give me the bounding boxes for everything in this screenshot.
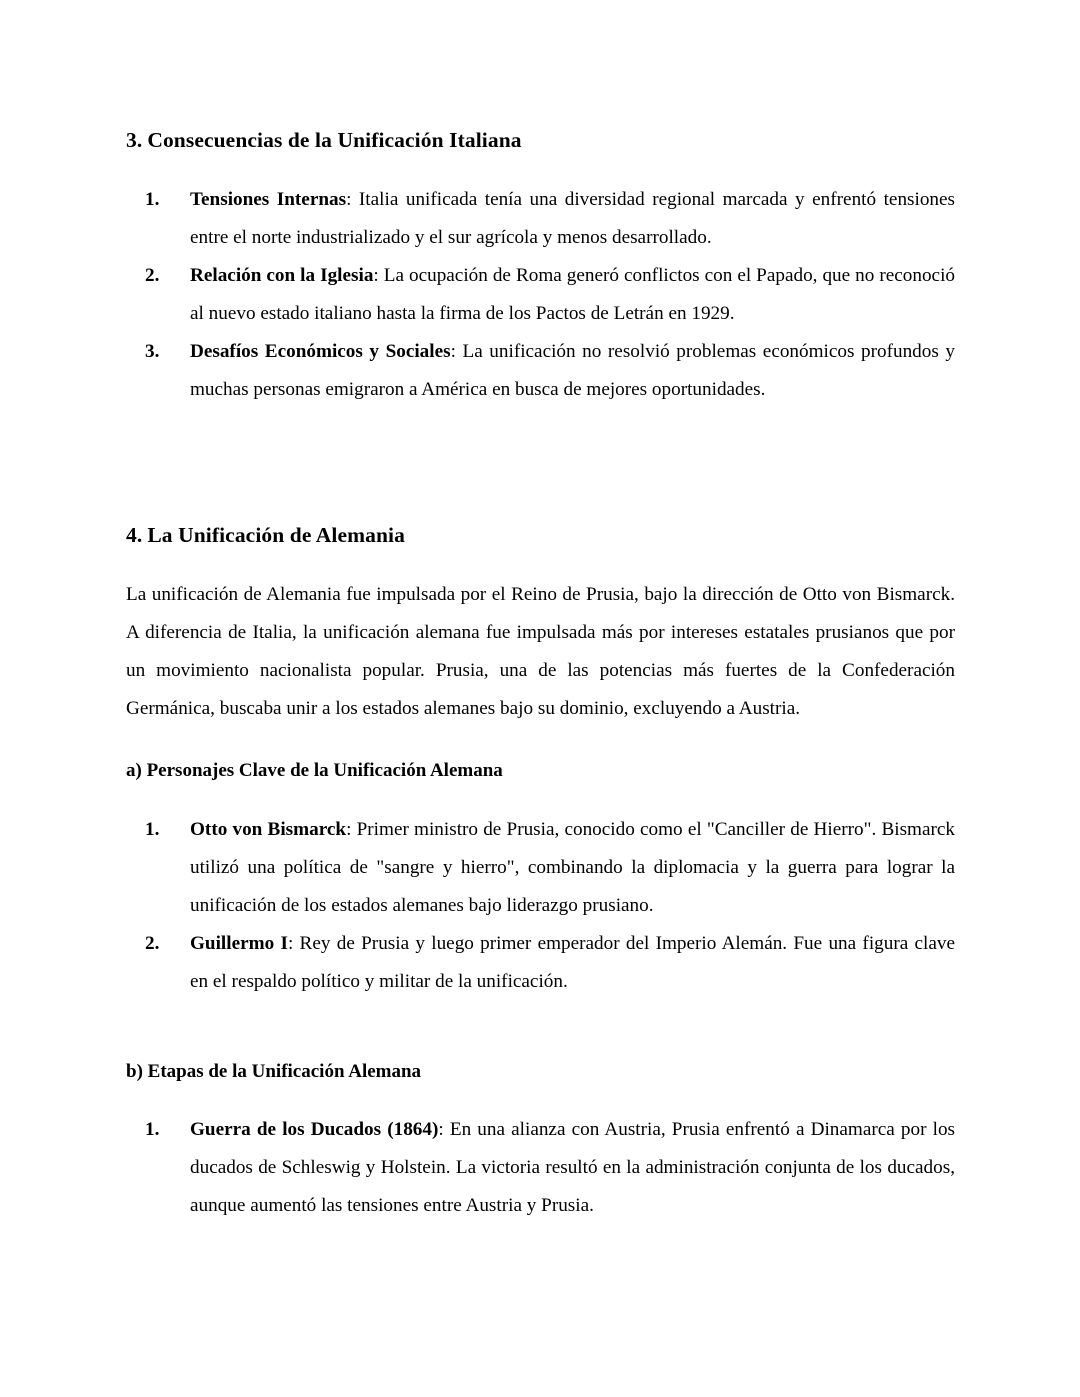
section-title-3: Consecuencias de la Unificación Italiana <box>147 128 522 152</box>
list-item <box>126 811 955 925</box>
subsection-heading-personajes-clave: a) Personajes Clave de la Unificación Alemana <box>126 760 503 782</box>
list-marker: 2. <box>145 265 160 287</box>
section-number-3: 3. <box>126 128 143 152</box>
list-marker: 1. <box>145 818 160 840</box>
list-item-text: : Primer ministro de Prusia, conocido como el "Canciller de Hierro". Bismarck utilizó una política de "sangre y hierro", combinando la diplomacia y la guerra para lograr la unificación de los estados alemanes bajo liderazgo prusiano. <box>190 818 955 916</box>
list-item-text: : Italia unificada tenía una diversidad regional marcada y enfrentó tensiones entre el norte industrializado y el sur agrícola y menos desarrollado. <box>190 189 956 249</box>
section-heading-4 <box>126 521 955 550</box>
list-item <box>126 925 955 1001</box>
list-item-text: : Rey de Prusia y luego primer emperador del Imperio Alemán. Fue una figura clave en el respaldo político y militar de la unificación. <box>190 932 955 992</box>
list-marker: 1. <box>145 189 160 211</box>
list-item-lead: Desafíos Económicos y Sociales <box>190 341 451 363</box>
list-item-text: : La ocupación de Roma generó conflictos con el Papado, que no reconoció al nuevo estado italiano hasta la firma de los Pactos de Letrán en 1929. <box>190 265 955 325</box>
list-marker: 2. <box>145 932 160 954</box>
list-item-lead: Guerra de los Ducados (1864) <box>190 1119 439 1141</box>
list-item-text: : En una alianza con Austria, Prusia enfrentó a Dinamarca por los ducados de Schleswig y Holstein. La victoria resultó en la administración conjunta de los ducados, aunque aumentó las tensiones entre Austria y Prusia. <box>190 1119 956 1217</box>
spacer <box>126 1001 955 1059</box>
list-item-lead: Guillermo I <box>190 932 288 954</box>
spacer <box>126 728 955 758</box>
list-item <box>126 1111 955 1225</box>
section-4-paragraph: La unificación de Alemania fue impulsada por el Reino de Prusia, bajo la dirección de Otto von Bismarck. A diferencia de Italia, la unificación alemana fue impulsada más por intereses estatales prusianos que por un movimiento nacionalista popular. Prusia, una de las potencias más fuertes de la Confederación Germánica, buscaba unir a los estados alemanes bajo su dominio, excluyendo a Austria. <box>126 584 955 720</box>
list-personajes-clave <box>126 811 955 1001</box>
list-item <box>126 333 955 409</box>
list-item-lead: Tensiones Internas <box>190 189 347 211</box>
section-title-4: La Unificación de Alemania <box>147 523 405 548</box>
list-item <box>126 257 955 333</box>
spacer <box>126 409 955 521</box>
list-marker: 1. <box>145 1119 160 1141</box>
section-heading-3 <box>126 126 955 155</box>
list-consecuencias-italiana <box>126 181 955 409</box>
list-item-lead: Relación con la Iglesia <box>190 265 374 287</box>
subsection-heading-etapas: b) Etapas de la Unificación Alemana <box>126 1060 422 1082</box>
section-number-4: 4. <box>126 523 143 548</box>
list-item-lead: Otto von Bismarck <box>190 818 347 840</box>
list-item <box>126 181 955 257</box>
list-item-text: : La unificación no resolvió problemas económicos profundos y muchas personas emigraron a América en busca de mejores oportunidades. <box>190 341 955 401</box>
list-marker: 3. <box>145 341 160 363</box>
spacer <box>126 155 955 181</box>
spacer <box>126 550 955 576</box>
list-etapas <box>126 1111 955 1225</box>
spacer <box>126 1085 955 1111</box>
spacer <box>126 785 955 811</box>
